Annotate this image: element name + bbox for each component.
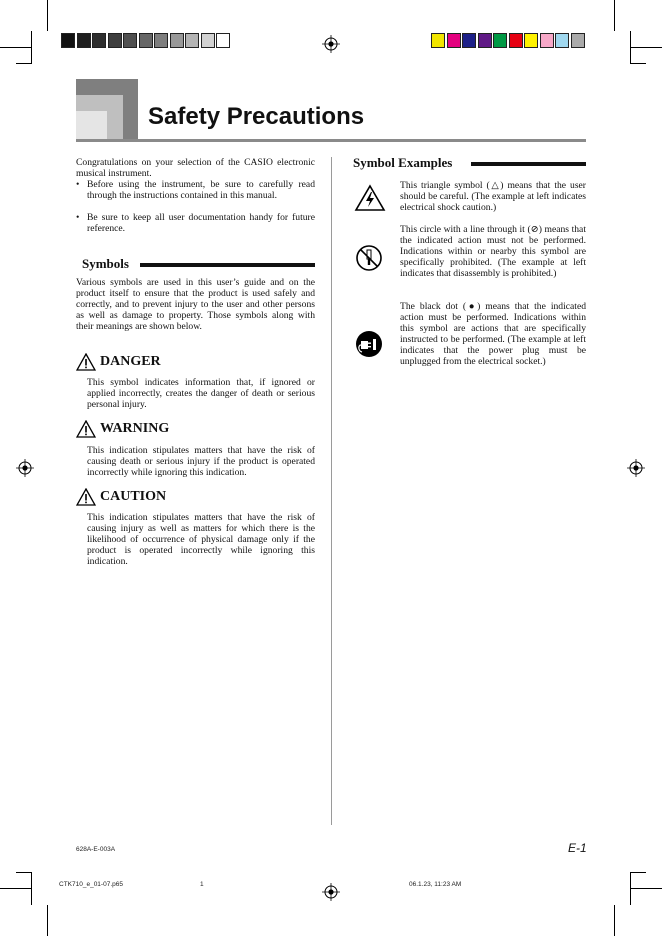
- crop-mark: [630, 31, 631, 63]
- crop-mark: [31, 872, 32, 905]
- color-swatch: [493, 33, 507, 48]
- color-swatch: [509, 33, 523, 48]
- color-swatch: [478, 33, 492, 48]
- color-swatch: [555, 33, 569, 48]
- color-swatch: [447, 33, 461, 48]
- registration-mark-icon: [16, 459, 34, 477]
- print-timestamp: 06.1.23, 11:23 AM: [409, 881, 462, 888]
- doc-code: 628A-E-003A: [76, 846, 116, 853]
- example-text: The black dot (●) means that the indicated action must be performed. Indications within this symbol are actions that are specifically instructed to be performed. (The example at left indicates that the power plug must be unplugged from the electrical socket.): [400, 301, 586, 367]
- color-swatch: [170, 33, 184, 48]
- color-swatch: [185, 33, 199, 48]
- crop-mark: [630, 63, 646, 64]
- bullet-marker: •: [76, 212, 80, 223]
- header-decoration: [76, 111, 107, 141]
- warning-label: WARNING: [100, 421, 170, 436]
- caution-label: CAUTION: [100, 489, 167, 504]
- color-swatch: [61, 33, 75, 48]
- warning-triangle-icon: [76, 488, 96, 506]
- page-title: Safety Precautions: [148, 103, 365, 130]
- crop-mark: [614, 905, 615, 936]
- color-swatch: [77, 33, 91, 48]
- file-name: CTK710_e_01-07.p65: [59, 881, 123, 888]
- crop-mark: [0, 888, 31, 889]
- column-divider: [331, 157, 332, 825]
- color-swatch: [139, 33, 153, 48]
- color-swatch: [462, 33, 476, 48]
- sheet-number: 1: [200, 881, 204, 888]
- color-swatch: [571, 33, 585, 48]
- registration-mark-icon: [322, 883, 340, 901]
- crop-mark: [16, 872, 32, 873]
- danger-heading: [76, 353, 161, 371]
- danger-text: This symbol indicates information that, if ignored or applied incorrectly, creates the danger of death or serious personal injury.: [87, 377, 315, 410]
- crop-mark: [614, 0, 615, 31]
- color-swatch: [216, 33, 230, 48]
- color-swatch: [92, 33, 106, 48]
- symbols-paragraph: Various symbols are used in this user’s guide and on the product itself to ensure that the product is used safely and correctly, and to prevent injury to the user and other persons as well as damage to property. Those symbols along with their meanings are shown below.: [76, 277, 315, 332]
- crop-mark: [631, 47, 662, 48]
- disassembly-prohibited-icon: [355, 244, 383, 272]
- color-swatch: [108, 33, 122, 48]
- crop-mark: [31, 31, 32, 63]
- color-swatch: [540, 33, 554, 48]
- color-swatch: [524, 33, 538, 48]
- crop-mark: [47, 905, 48, 936]
- intro-bullet: Be sure to keep all user documentation handy for future reference.: [87, 212, 315, 234]
- crop-mark: [47, 0, 48, 31]
- example-text: This triangle symbol (△) means that the user should be careful. (The example at left indicates electrical shock caution.): [400, 180, 586, 213]
- header-rule: [76, 139, 586, 142]
- caution-text: This indication stipulates matters that have the risk of causing injury as well as matters for which there is the likelihood of occurrence of physical damage only if the product is operated incorrectly while ignoring this indication.: [87, 512, 315, 567]
- section-rule: [471, 162, 586, 166]
- crop-mark: [631, 888, 662, 889]
- registration-mark-icon: [627, 459, 645, 477]
- warning-heading: [76, 420, 169, 438]
- crop-mark: [630, 872, 646, 873]
- color-swatch: [123, 33, 137, 48]
- crop-mark: [16, 63, 32, 64]
- caution-heading: [76, 488, 166, 506]
- color-swatch: [154, 33, 168, 48]
- warning-triangle-icon: [76, 420, 96, 438]
- danger-label: DANGER: [100, 354, 161, 369]
- symbol-examples-heading: Symbol Examples: [353, 155, 456, 171]
- crop-mark: [630, 872, 631, 905]
- page-number: E-1: [568, 841, 587, 855]
- color-swatch: [201, 33, 215, 48]
- color-swatch: [431, 33, 445, 48]
- registration-mark-icon: [322, 35, 340, 53]
- crop-mark: [0, 47, 31, 48]
- intro-bullet: Before using the instrument, be sure to carefully read through the instructions contained in this manual.: [87, 179, 315, 201]
- section-rule: [140, 263, 315, 267]
- unplug-power-icon: [355, 330, 383, 358]
- warning-triangle-icon: [76, 353, 96, 371]
- bullet-marker: •: [76, 179, 80, 190]
- intro-paragraph: Congratulations on your selection of the CASIO electronic musical instrument.: [76, 157, 315, 179]
- warning-text: This indication stipulates matters that have the risk of causing death or serious injury if the product is operated incorrectly while ignoring this indication.: [87, 445, 315, 478]
- symbols-heading: Symbols: [82, 256, 133, 272]
- electric-shock-caution-icon: [354, 184, 386, 212]
- example-text: This circle with a line through it (⊘) means that the indicated action must not be performed. Indications within or nearby this symbol are specifically prohibited. (The example at left indicates that disassembly is prohibited.): [400, 224, 586, 279]
